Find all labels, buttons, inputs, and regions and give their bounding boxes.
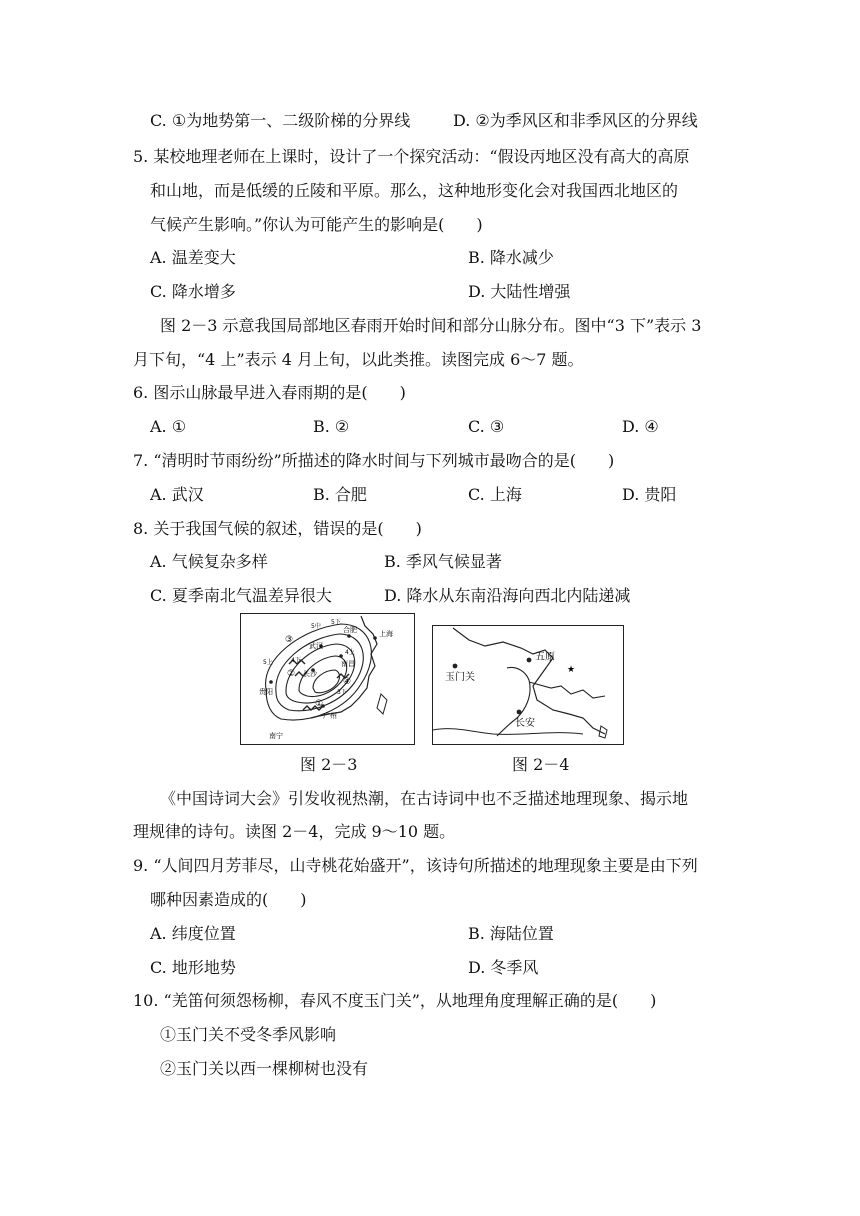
figure-2-4-map <box>432 625 624 745</box>
q6-option-b: B. ② <box>313 417 350 436</box>
label-wuhan: 武汉 <box>309 642 323 650</box>
q5-option-c: C. 降水增多 <box>150 282 236 301</box>
city-dot <box>527 658 532 663</box>
intro-6-7-line1: 图 2－3 示意我国局部地区春雨开始时间和部分山脉分布。图中“3 下”表示 3 <box>160 316 702 335</box>
figure-2-3-caption: 图 2－3 <box>300 755 358 774</box>
q6-stem: 6. 图示山脉最早进入春雨期的是( ) <box>133 383 406 402</box>
label-wuyuan: 五原 <box>535 652 555 663</box>
q5-option-b: B. 降水减少 <box>468 248 554 267</box>
q10-statement-1: ①玉门关不受冬季风影响 <box>160 1025 337 1044</box>
q9-option-a: A. 纬度位置 <box>150 924 236 943</box>
figure-2-3-map <box>240 613 415 745</box>
label-yumenguan: 玉门关 <box>445 672 475 683</box>
label-4-late: 4下 <box>291 657 301 664</box>
city-dot <box>269 680 273 684</box>
q8-stem: 8. 关于我国气候的叙述，错误的是( ) <box>133 519 422 538</box>
city-dot <box>517 710 522 715</box>
q7-option-b: B. 合肥 <box>313 485 367 504</box>
label-5-mid: 5中 <box>311 623 321 630</box>
label-guangzhou: 广州 <box>323 712 337 720</box>
label-3-late: 3下 <box>337 689 347 696</box>
label-5-late: 5下 <box>331 619 341 626</box>
q7-option-d: D. 贵阳 <box>622 485 677 504</box>
label-guiyang: 贵阳 <box>259 688 273 696</box>
q10-stem: 10. “羌笛何须怨杨柳，春风不度玉门关”，从地理角度理解正确的是( ) <box>133 991 657 1010</box>
q9-stem-line2: 哪种因素造成的( ) <box>150 890 307 909</box>
label-mountain-4: ④ <box>343 677 352 687</box>
q6-option-d: D. ④ <box>622 417 659 436</box>
intro-9-10-line1: 《中国诗词大会》引发收视热潮，在古诗词中也不乏描述地理现象、揭示地 <box>160 789 689 808</box>
label-mountain-2: ② <box>287 669 296 679</box>
q4-option-d: D. ②为季风区和非季风区的分界线 <box>453 111 698 130</box>
figure-2-4-caption: 图 2－4 <box>512 755 570 774</box>
label-mountain-3: ③ <box>285 635 294 645</box>
coast-shape <box>599 726 607 738</box>
q6-option-a: A. ① <box>150 417 187 436</box>
intro-6-7-line2: 月下旬，“4 上”表示 4 月上旬，以此类推。读图完成 6～7 题。 <box>133 350 584 369</box>
q9-option-b: B. 海陆位置 <box>468 924 554 943</box>
label-changan: 长安 <box>515 718 535 729</box>
q7-option-a: A. 武汉 <box>150 485 204 504</box>
label-mountain-1: ① <box>315 699 324 709</box>
q9-stem-line1: 9. “人间四月芳菲尽，山寺桃花始盛开”，该诗句所描述的地理现象主要是由下列 <box>133 856 698 875</box>
city-dot <box>373 636 377 640</box>
city-dot <box>339 654 343 658</box>
q5-stem-line3: 气候产生影响。”你认为可能产生的影响是( ) <box>150 215 483 234</box>
q8-option-a: A. 气候复杂多样 <box>150 552 268 571</box>
q9-option-d: D. 冬季风 <box>468 958 539 977</box>
label-5-early: 5上 <box>263 659 273 666</box>
taiwan-island <box>377 694 387 714</box>
label-nanchang: 南昌 <box>341 660 355 668</box>
q9-option-c: C. 地形地势 <box>150 958 236 977</box>
q7-stem: 7. “清明时节雨纷纷”所描述的降水时间与下列城市最吻合的是( ) <box>133 451 615 470</box>
label-shanghai: 上海 <box>379 630 393 638</box>
q8-option-d: D. 降水从东南沿海向西北内陆递减 <box>384 586 631 605</box>
q5-stem-line2: 和山地，而是低缓的丘陵和平原。那么，这种地形变化会对我国西北地区的 <box>150 181 679 200</box>
label-hefei: 合肥 <box>343 626 357 634</box>
q6-option-c: C. ③ <box>468 417 505 436</box>
q8-option-c: C. 夏季南北气温差异很大 <box>150 586 332 605</box>
q8-option-b: B. 季风气候显著 <box>384 552 502 571</box>
figure-2-3-svg <box>241 614 414 744</box>
q5-option-a: A. 温差变大 <box>150 248 236 267</box>
label-changsha: 长沙 <box>303 670 317 678</box>
star-symbol: ★ <box>567 665 576 675</box>
q5-stem-line1: 5. 某校地理老师在上课时，设计了一个探究活动：“假设丙地区没有高大的高原 <box>133 147 690 166</box>
q4-option-c: C. ①为地势第一、二级阶梯的分界线 <box>150 111 411 130</box>
boundary-line <box>529 682 605 698</box>
q5-option-d: D. 大陆性增强 <box>468 282 571 301</box>
q10-statement-2: ②玉门关以西一棵柳树也没有 <box>160 1059 369 1078</box>
city-dot <box>453 664 458 669</box>
city-dot <box>347 634 351 638</box>
label-nanning: 南宁 <box>269 732 283 740</box>
q7-option-c: C. 上海 <box>468 485 522 504</box>
intro-9-10-line2: 理规律的诗句。读图 2－4，完成 9～10 题。 <box>133 822 456 841</box>
boundary-line <box>433 729 583 735</box>
label-4-early: 4上 <box>345 649 355 656</box>
figure-2-4-svg <box>433 626 623 744</box>
